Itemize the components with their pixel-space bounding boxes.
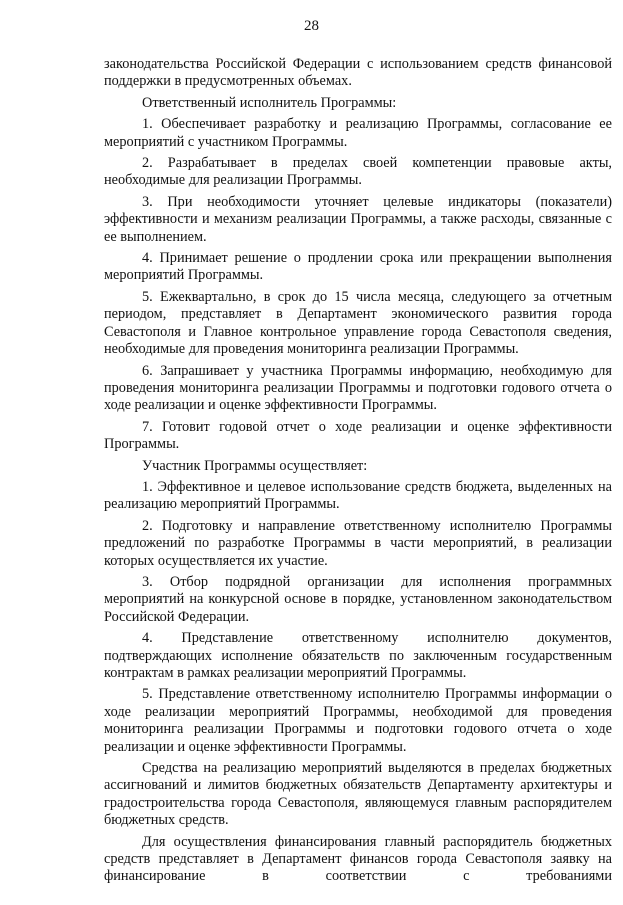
document-body bbox=[104, 56, 612, 890]
page-number: 28 bbox=[304, 18, 319, 34]
paragraph-participant-item-1: 1. Эффективное и целевое использование средств бюджета, выделенных на реализацию мероприятий Программы. bbox=[104, 478, 612, 513]
paragraph-responsible-executor-heading: Ответственный исполнитель Программы: bbox=[142, 94, 397, 111]
paragraph-executor-item-3: 3. При необходимости уточняет целевые индикаторы (показатели) эффективности и механизм реализации Программы, а также расходы, связанные с ее выполнением. bbox=[104, 193, 612, 245]
paragraph-executor-item-6: 6. Запрашивает у участника Программы информацию, необходимую для проведения мониторинга реализации Программы и подготовки годового отчета о ходе реализации и оценке эффективности Программы. bbox=[104, 362, 612, 414]
paragraph-executor-item-7: 7. Готовит годовой отчет о ходе реализации и оценке эффективности Программы. bbox=[104, 418, 612, 453]
paragraph-funding-allocation: Средства на реализацию мероприятий выделяются в пределах бюджетных ассигнований и лимитов бюджетных обязательств Департаменту архитектуры и градостроительства города Севастополя, являющемуся главным распорядителем бюджетных средств. bbox=[104, 760, 612, 829]
paragraph-executor-item-5: 5. Ежеквартально, в срок до 15 числа месяца, следующего за отчетным периодом, представляет в Департамент экономического развития города Севастополя и Главное контрольное управление города Севастополя сведения, необходимые для проведения мониторинга реализации Программы. bbox=[104, 288, 612, 358]
paragraph-participant-item-3: 3. Отбор подрядной организации для исполнения программных мероприятий на конкурсной основе в порядке, установленном законодательством Российской Федерации. bbox=[104, 573, 612, 625]
paragraph-executor-item-4: 4. Принимает решение о продлении срока или прекращении выполнения мероприятий Программы. bbox=[104, 250, 612, 284]
paragraph-participant-item-5: 5. Представление ответственному исполнителю Программы информации о ходе реализации мероприятий Программы, необходимой для проведения мониторинга реализации Программы и подготовки годового отчета о ходе реализации и оценке эффективности Программы. bbox=[104, 686, 612, 755]
paragraph-participant-item-4: 4. Представление ответственному исполнителю документов, подтверждающих исполнение обязательств по заключенным государственным контрактам в рамках реализации мероприятий Программы. bbox=[104, 630, 612, 681]
paragraph-executor-item-2: 2. Разрабатывает в пределах своей компетенции правовые акты, необходимые для реализации Программы. bbox=[104, 155, 612, 189]
paragraph-funding-request: Для осуществления финансирования главный распорядитель бюджетных средств представляет в Департамент финансов города Севастополя заявку на финансирование в соответствии с требованиями bbox=[104, 833, 612, 885]
paragraph-executor-item-1: 1. Обеспечивает разработку и реализацию Программы, согласование ее мероприятий с участником Программы. bbox=[104, 116, 612, 150]
paragraph-continuation: законодательства Российской Федерации с использованием средств финансовой поддержки в предусмотренных объемах. bbox=[104, 56, 612, 90]
paragraph-participant-item-2: 2. Подготовку и направление ответственному исполнителю Программы предложений по разработке Программы в части мероприятий, в реализации которых осуществляется их участие. bbox=[104, 517, 612, 569]
paragraph-participant-heading: Участник Программы осуществляет: bbox=[142, 457, 368, 474]
